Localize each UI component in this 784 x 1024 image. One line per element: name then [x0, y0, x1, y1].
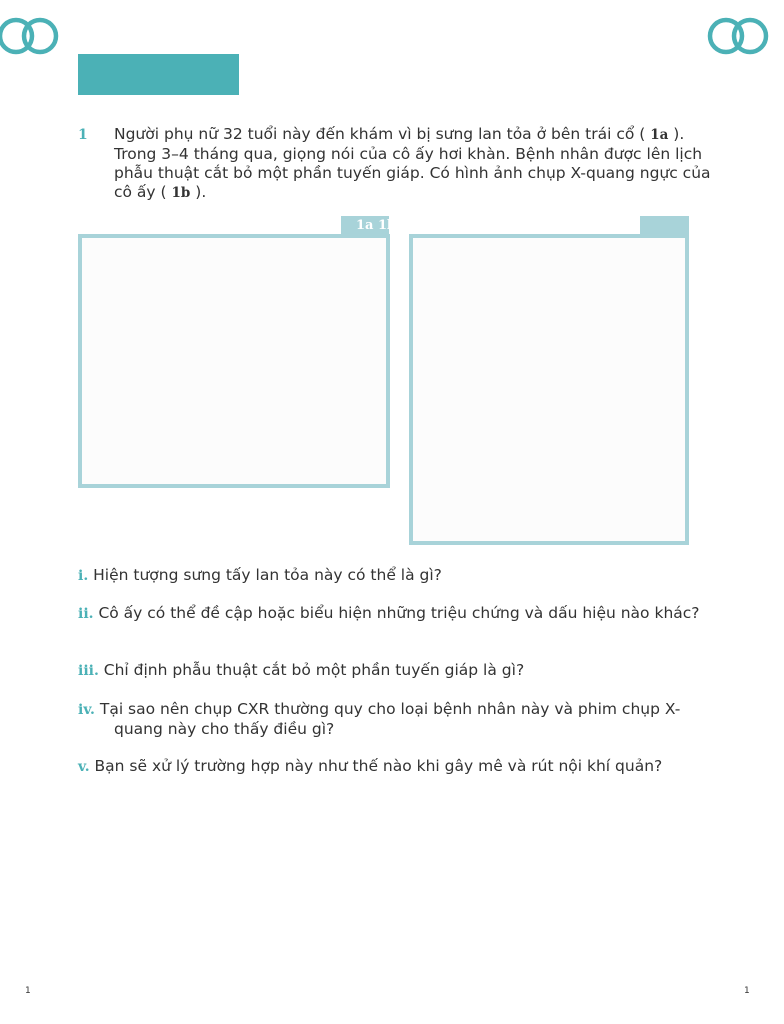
double-ring-icon	[704, 16, 784, 56]
question-ii	[78, 604, 718, 624]
case-text-part: Người phụ nữ 32 tuổi này đến khám vì bị sưng lan tỏa ở bên trái cổ (	[114, 125, 651, 143]
figure-1b-image	[409, 234, 689, 545]
case-description	[114, 125, 714, 203]
figure-1a-image	[78, 234, 390, 488]
question-iv	[78, 700, 718, 739]
question-v	[78, 757, 738, 777]
case-number: 1	[78, 127, 88, 143]
question-text: Tại sao nên chụp CXR thường quy cho loại bệnh nhân này và phim chụp X-quang này cho thấy điều gì?	[99, 700, 681, 738]
figure-1b-tab	[640, 216, 689, 236]
figure-1a-tab	[341, 216, 397, 236]
question-text: Hiện tượng sưng tấy lan tỏa này có thể là gì?	[93, 566, 442, 584]
question-number: ii.	[78, 606, 94, 622]
chapter-header-bar	[78, 54, 239, 95]
question-text: Bạn sẽ xử lý trường hợp này như thế nào khi gây mê và rút nội khí quản?	[94, 757, 663, 775]
double-ring-icon	[0, 16, 62, 56]
figure-ref-1b: 1b	[171, 185, 191, 201]
question-number: i.	[78, 568, 89, 584]
question-number: iv.	[78, 702, 95, 718]
question-i	[78, 566, 738, 586]
question-text: Chỉ định phẫu thuật cắt bỏ một phần tuyến giáp là gì?	[103, 661, 525, 679]
question-number: v.	[78, 759, 90, 775]
case-text-part: ). Trong 3–4 tháng qua, giọng nói của cô ấy hơi khàn. Bệnh nhân được lên lịch phẫu thuật cắt bỏ một phần tuyến giáp. Có hình ảnh chụp X-quang ngực của cô ấy (	[114, 125, 711, 201]
page-number-left: 1	[25, 986, 31, 996]
question-text: Cô ấy có thể đề cập hoặc biểu hiện những triệu chứng và dấu hiệu nào khác?	[98, 604, 700, 622]
figure-ref-1a: 1a	[650, 127, 669, 143]
question-number: iii.	[78, 663, 99, 679]
question-iii	[78, 661, 738, 681]
page-number-right: 1	[744, 986, 750, 996]
figure-1a-tab-label: 1a 1b	[356, 218, 397, 233]
case-text-part: ).	[190, 183, 207, 201]
